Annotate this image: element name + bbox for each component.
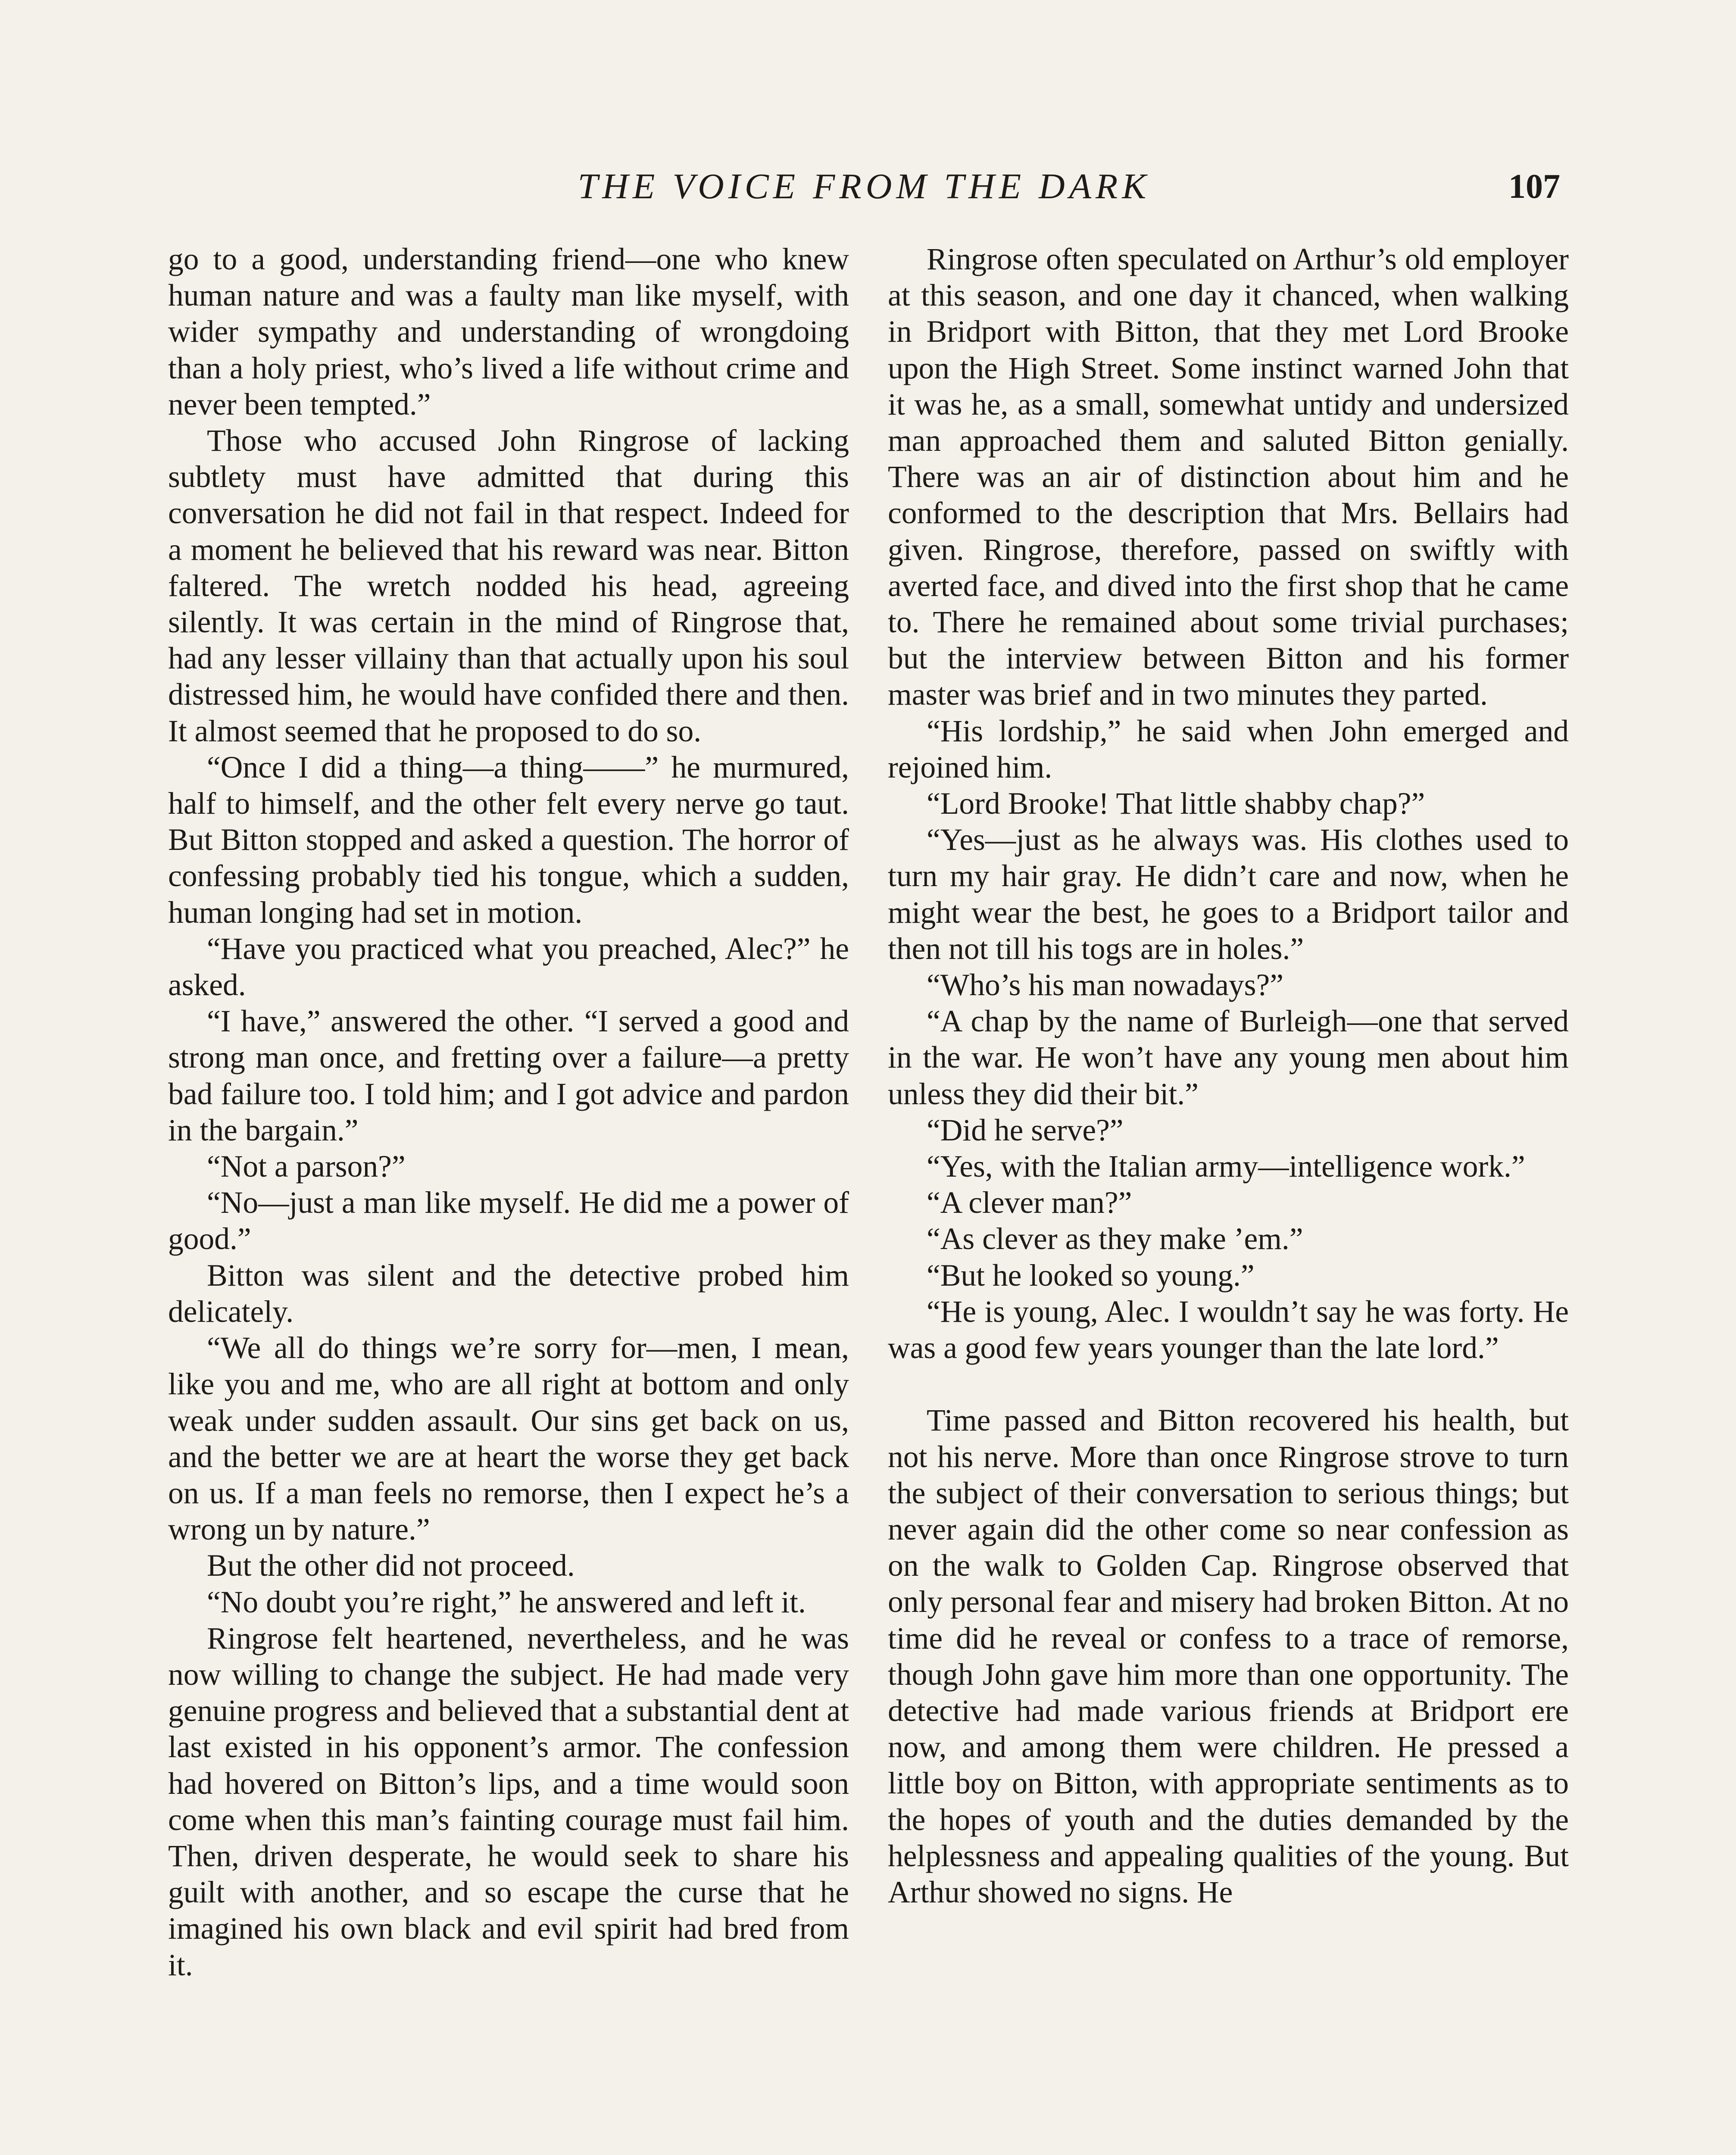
paragraph: “Yes—just as he always was. His clothes used to turn my hair gray. He didn’t care and now, when he might wear the best, he goes to a Bridport tailor and then not till his togs are in holes.” — [888, 823, 1569, 966]
paragraph: “Once I did a thing—a thing——” he murmured, half to himself, and the other felt every nerve go taut. But Bitton stopped and asked a question. The horror of confessing probably tied his tongue, which a sudden, human longing had set in motion. — [168, 750, 849, 930]
paragraph: Ringrose often speculated on Arthur’s old employer at this season, and one day it chanced, when walking in Bridport with Bitton, that they met Lord Brooke upon the High Street. Some instinct warned John that it was he, as a small, somewhat untidy and undersized man approached them and saluted Bitton genially. There was an air of distinction about him and he conformed to the description that Mrs. Bellairs had given. Ringrose, therefore, passed on swiftly with averted face, and dived into the first shop that he came to. There he remained about some trivial purchases; but the interview between Bitton and his former master was brief and in two minutes they parted. — [888, 242, 1569, 712]
page-number: 107 — [1508, 168, 1560, 206]
paragraph: “Not a parson?” — [207, 1149, 406, 1184]
paragraph: “I have,” answered the other. “I served a good and strong man once, and fretting over a failure—a pretty bad failure too. I told him; and I got advice and pardon in the bargain.” — [168, 1004, 849, 1147]
paragraph: “As clever as they make ’em.” — [927, 1222, 1303, 1256]
paragraph: “No—just a man like myself. He did me a power of good.” — [168, 1186, 849, 1256]
paragraph: Bitton was silent and the detective probed him delicately. — [168, 1258, 849, 1329]
running-head — [168, 163, 1560, 210]
paragraph: “Have you practiced what you preached, Alec?” he asked. — [168, 931, 849, 1003]
paragraph: But the other did not proceed. — [207, 1549, 575, 1583]
left-column — [168, 241, 849, 1983]
paragraph: “He is young, Alec. I wouldn’t say he was forty. He was a good few years younger than the late lord.” — [888, 1294, 1569, 1365]
paragraph: Time passed and Bitton recovered his health, but not his nerve. More than once Ringrose strove to turn the subject of their conversation to serious things; but never again did the other come so near confession as on the walk to Golden Cap. Ringrose observed that only personal fear and misery had broken Bitton. At no time did he reveal or confess to a trace of remorse, though John gave him more than one opportunity. The detective had made various friends at Bridport ere now, and among them were children. He pressed a little boy on Bitton, with appropriate sentiments as to the hopes of youth and the duties demanded by the helplessness and appealing qualities of the young. But Arthur showed no signs. He — [888, 1403, 1569, 1909]
paragraph: “No doubt you’re right,” he answered and left it. — [207, 1585, 806, 1619]
paragraph: “Lord Brooke! That little shabby chap?” — [927, 787, 1425, 821]
paragraph: “A chap by the name of Burleigh—one that served in the war. He won’t have any young men about him unless they did their bit.” — [888, 1004, 1569, 1111]
paragraph: “Who’s his man nowadays?” — [927, 968, 1283, 1003]
running-title: THE VOICE FROM THE DARK — [578, 166, 1151, 206]
paragraph: go to a good, understanding friend—one who knew human nature and was a faulty man like myself, with wider sympathy and understanding of wrongdoing than a holy priest, who’s lived a life without crime and never been tempted.” — [168, 242, 849, 422]
paragraph: “His lordship,” he said when John emerged and rejoined him. — [888, 714, 1569, 784]
paragraph: “We all do things we’re sorry for—men, I mean, like you and me, who are all right at bottom and only weak under sudden assault. Our sins get back on us, and the better we are at heart the worse they get back on us. If a man feels no remorse, then I expect he’s a wrong un by nature.” — [168, 1331, 849, 1547]
paragraph: Those who accused John Ringrose of lacking subtlety must have admitted that during this conversation he did not fail in that respect. Indeed for a moment he believed that his reward was near. Bitton faltered. The wretch nodded his head, agreeing silently. It was certain in the mind of Ringrose that, had any lesser villainy than that actually upon his soul distressed him, he would have confided there and then. It almost seemed that he proposed to do so. — [168, 424, 849, 748]
paragraph: “Did he serve?” — [927, 1113, 1124, 1147]
paragraph: Ringrose felt heartened, nevertheless, and he was now willing to change the subject. He had made very genuine progress and believed that a substantial dent at last existed in his opponent’s armor. The confession had hovered on Bitton’s lips, and a time would soon come when this man’s fainting courage must fail him. Then, driven desperate, he would seek to share his guilt with another, and so escape the curse that he imagined his own black and evil spirit had bred from it. — [168, 1621, 849, 1982]
paragraph: “But he looked so young.” — [927, 1258, 1255, 1293]
paragraph: “A clever man?” — [927, 1186, 1132, 1220]
right-column — [888, 241, 1569, 1911]
paragraph: “Yes, with the Italian army—intelligence work.” — [927, 1149, 1525, 1184]
